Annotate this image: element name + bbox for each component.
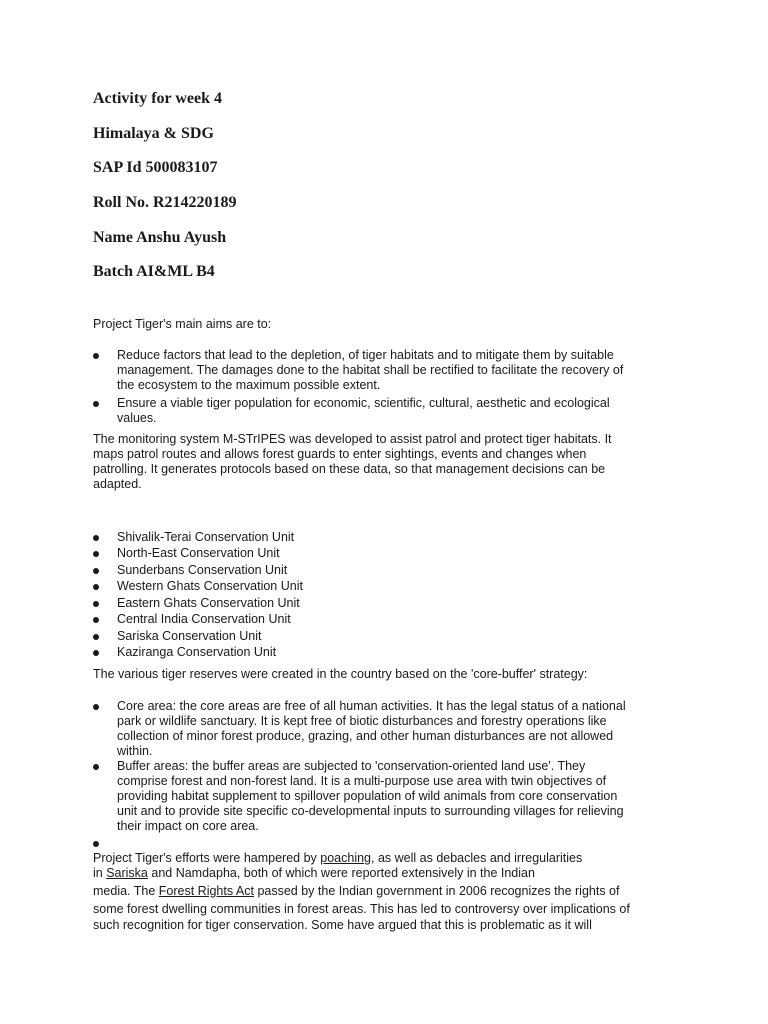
aim-1-line-1: Reduce factors that lead to the depletion, of tiger habitats and to mitigate them by suitable bbox=[117, 348, 614, 362]
unit-item: Central India Conservation Unit bbox=[117, 612, 291, 626]
heading-subject: Himalaya & SDG bbox=[93, 125, 214, 142]
aim-2-line-2: values. bbox=[117, 411, 157, 425]
final-line-2: in Sariska and Namdapha, both of which were reported extensively in the Indian bbox=[93, 866, 535, 880]
final-line-5: such recognition for tiger conservation. Some have argued that this is problematic as it will bbox=[93, 918, 592, 932]
bullet-icon bbox=[93, 584, 99, 590]
bullet-icon bbox=[93, 634, 99, 640]
aim-1-line-2: management. The damages done to the habitat shall be rectified to facilitate the recovery of bbox=[117, 363, 624, 377]
unit-item: Western Ghats Conservation Unit bbox=[117, 579, 303, 593]
unit-item: Sunderbans Conservation Unit bbox=[117, 563, 288, 577]
heading-sap-id: SAP Id 500083107 bbox=[93, 159, 218, 176]
final-line-3: media. The Forest Rights Act passed by the Indian government in 2006 recognizes the rights of bbox=[93, 884, 620, 898]
heading-batch: Batch AI&ML B4 bbox=[93, 263, 215, 280]
unit-item: Sariska Conservation Unit bbox=[117, 629, 262, 643]
bullet-icon bbox=[93, 617, 99, 623]
buffer-area-line-5: their impact on core area. bbox=[117, 819, 259, 833]
strategy-text: The various tiger reserves were created in the country based on the 'core-buffer' strategy: bbox=[93, 667, 588, 681]
poaching-link[interactable]: poaching bbox=[320, 851, 372, 865]
bullet-icon bbox=[93, 535, 99, 541]
buffer-area-line-3: providing habitat supplement to spillover population of wild animals from core conservation bbox=[117, 789, 618, 803]
intro-text: Project Tiger's main aims are to: bbox=[93, 317, 272, 331]
buffer-area-line-2: comprise forest and non-forest land. It is a multi-purpose use area with twin objectives of bbox=[117, 774, 607, 788]
sariska-link[interactable]: Sariska bbox=[106, 866, 148, 880]
core-area-line-1: Core area: the core areas are free of all human activities. It has the legal status of a national bbox=[117, 699, 626, 713]
bullet-icon bbox=[93, 704, 99, 710]
core-area-line-4: within. bbox=[117, 744, 153, 758]
bullet-icon bbox=[93, 353, 99, 359]
unit-item: North-East Conservation Unit bbox=[117, 546, 280, 560]
unit-item: Kaziranga Conservation Unit bbox=[117, 645, 277, 659]
heading-activity: Activity for week 4 bbox=[93, 90, 222, 107]
core-area-line-2: park or wildlife sanctuary. It is kept free of biotic disturbances and forestry operations like bbox=[117, 714, 607, 728]
monitoring-line-3: patrolling. It generates protocols based on these data, so that management decisions can be bbox=[93, 462, 606, 476]
heading-name: Name Anshu Ayush bbox=[93, 229, 227, 246]
heading-roll-no: Roll No. R214220189 bbox=[93, 194, 237, 211]
monitoring-line-4: adapted. bbox=[93, 477, 142, 491]
bullet-icon bbox=[93, 841, 99, 847]
unit-item: Shivalik-Terai Conservation Unit bbox=[117, 530, 295, 544]
bullet-icon bbox=[93, 764, 99, 770]
bullet-icon bbox=[93, 650, 99, 656]
buffer-area-line-4: unit and to provide site specific co-developmental inputs to surrounding villages for relieving bbox=[117, 804, 624, 818]
bullet-icon bbox=[93, 601, 99, 607]
bullet-icon bbox=[93, 401, 99, 407]
core-area-line-3: collection of minor forest produce, grazing, and other human disturbances are not allowed bbox=[117, 729, 614, 743]
aim-1-line-3: the ecosystem to the maximum possible extent. bbox=[117, 378, 381, 392]
bullet-icon bbox=[93, 568, 99, 574]
forest-rights-act-link[interactable]: Forest Rights Act bbox=[158, 884, 254, 898]
bullet-icon bbox=[93, 551, 99, 557]
monitoring-line-2: maps patrol routes and allows forest guards to enter sightings, events and changes when bbox=[93, 447, 587, 461]
final-line-4: some forest dwelling communities in forest areas. This has led to controversy over implications of bbox=[93, 902, 630, 916]
monitoring-line-1: The monitoring system M-STrIPES was developed to assist patrol and protect tiger habitats. It bbox=[93, 432, 612, 446]
buffer-area-line-1: Buffer areas: the buffer areas are subjected to 'conservation-oriented land use'. They bbox=[117, 759, 586, 773]
aim-2-line-1: Ensure a viable tiger population for economic, scientific, cultural, aesthetic and ecological bbox=[117, 396, 610, 410]
unit-item: Eastern Ghats Conservation Unit bbox=[117, 596, 300, 610]
final-line-1: Project Tiger's efforts were hampered by poaching, as well as debacles and irregularities bbox=[93, 851, 583, 865]
